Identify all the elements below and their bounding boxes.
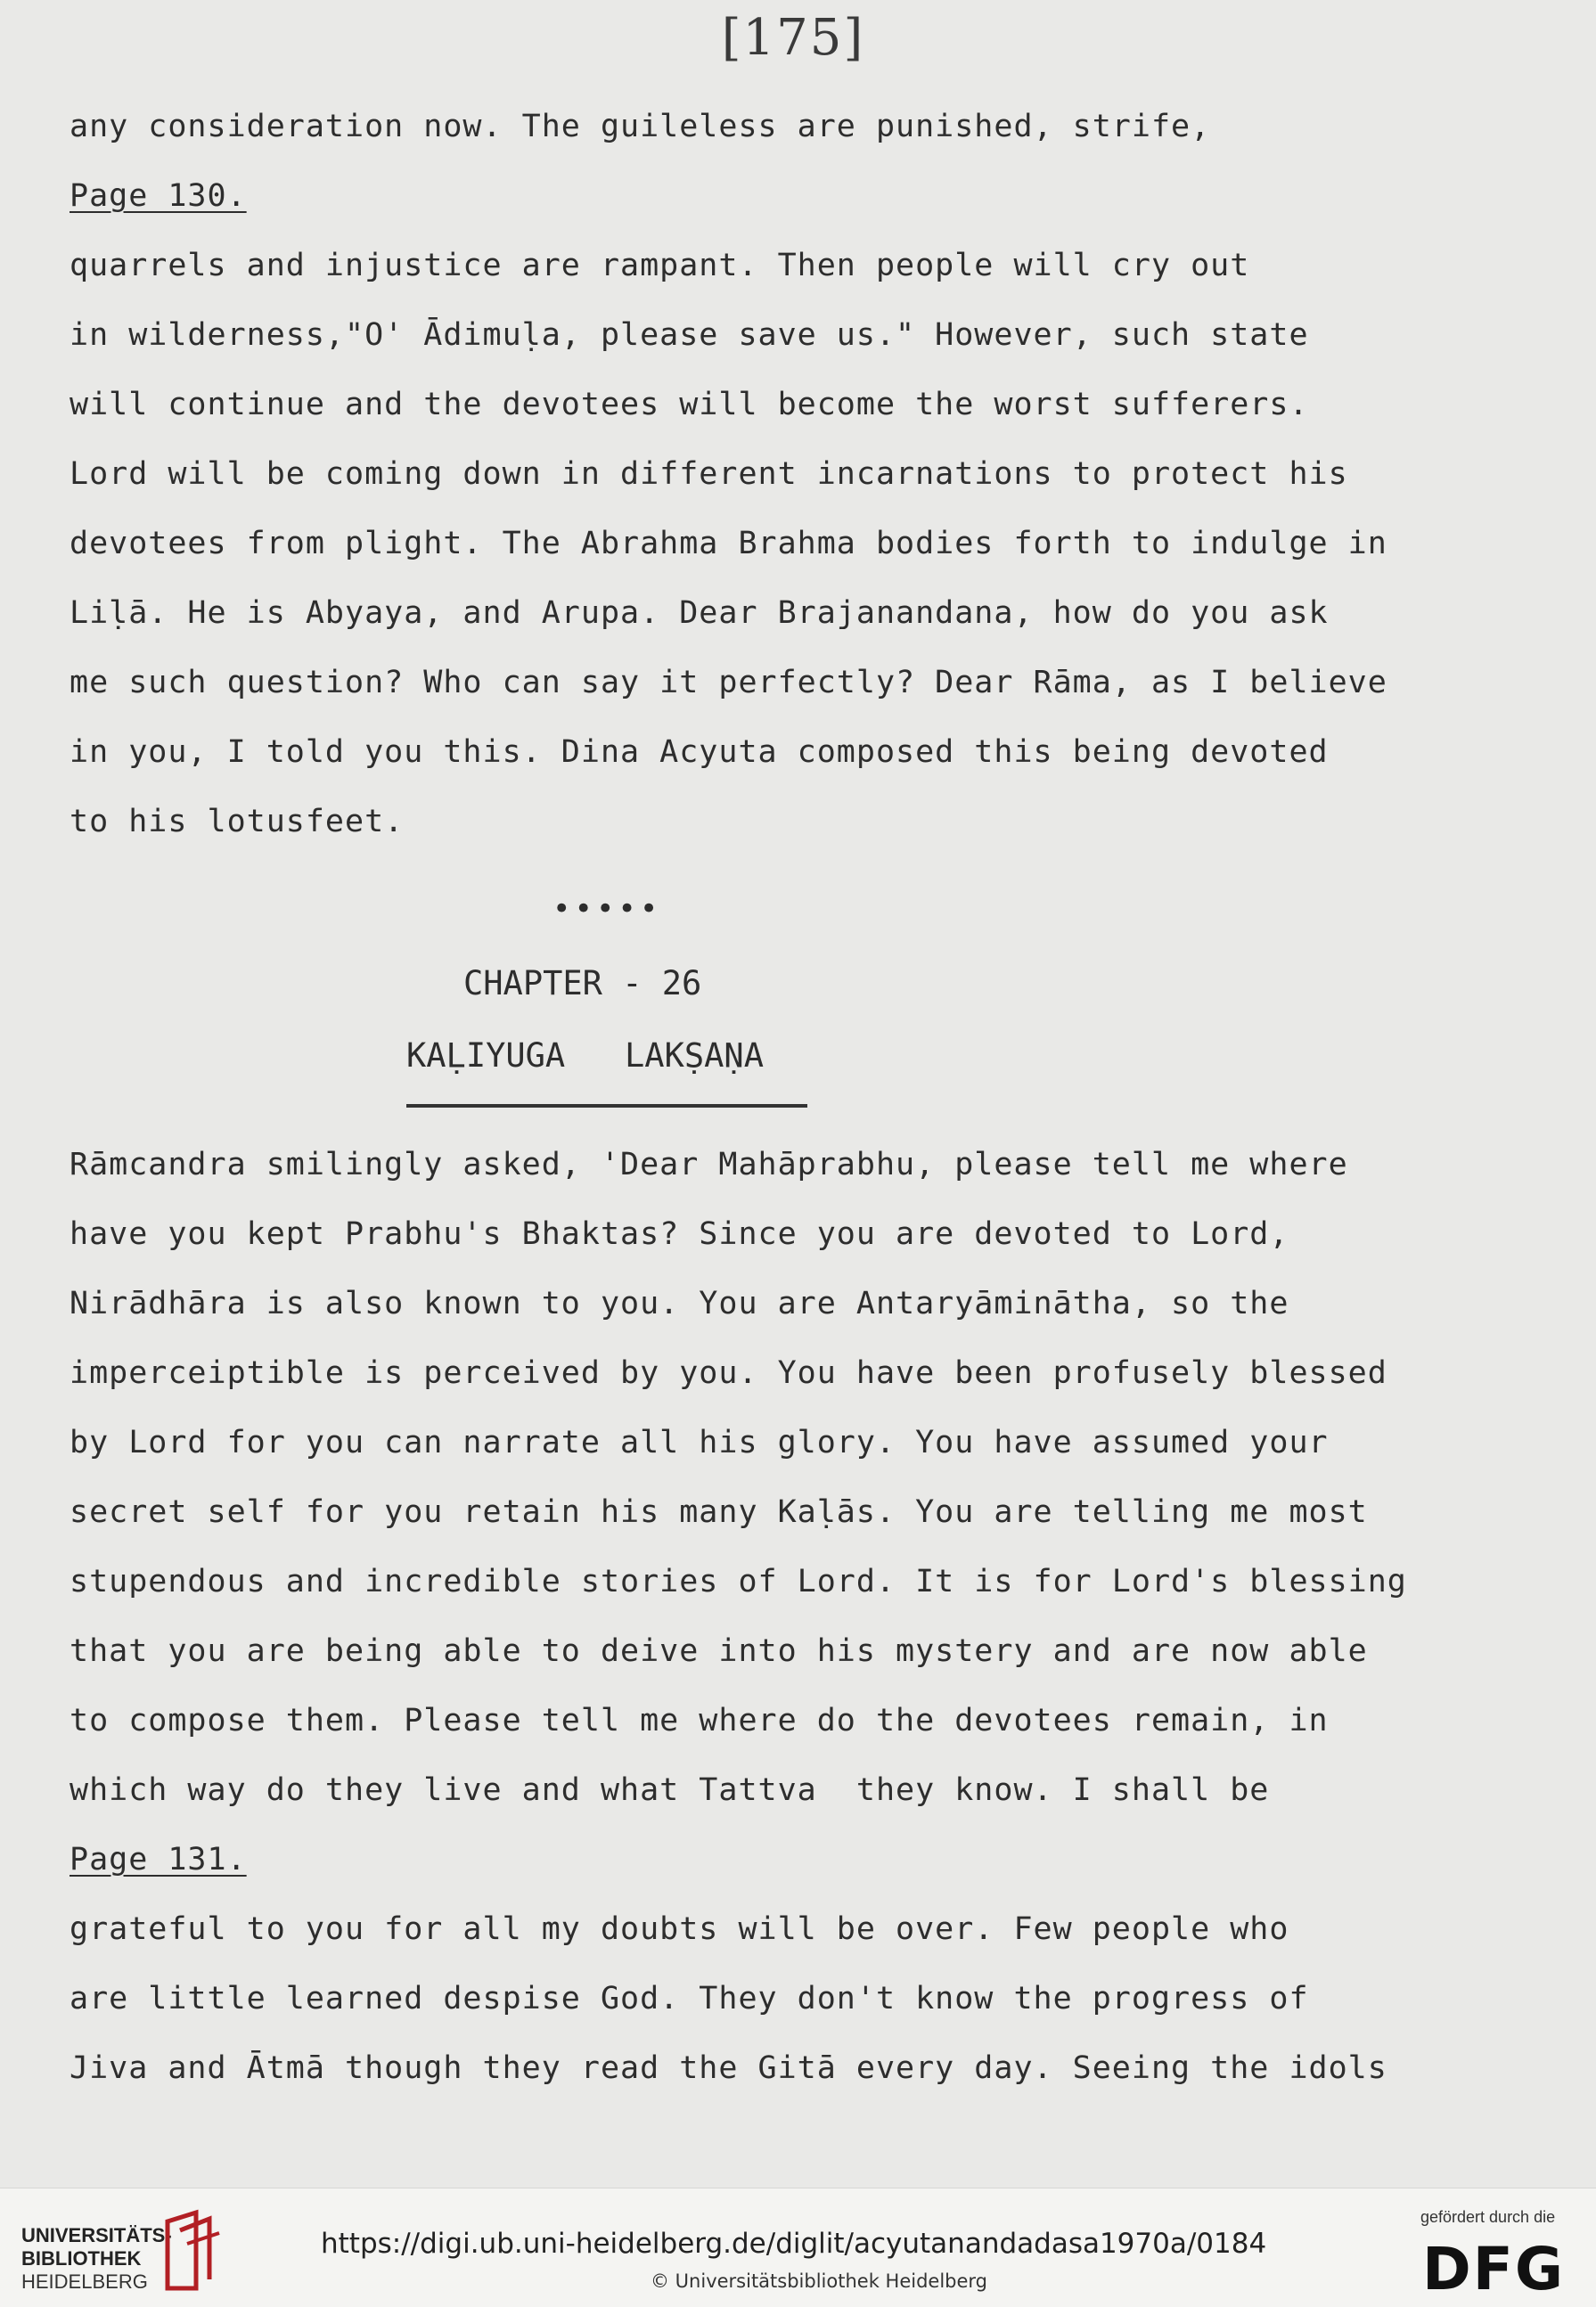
library-name-line: UNIVERSITÄTS- [21,2224,172,2246]
text-line: secret self for you retain his many Kaḷās. You are telling me most [70,1494,1368,1530]
text-line: Lord will be coming down in different incarnations to protect his [70,456,1348,492]
library-name [21,2224,172,2294]
page-reference: Page 131. [70,1842,247,1878]
text-line: that you are being able to deive into his mystery and are now able [70,1633,1368,1669]
text-line: in you, I told you this. Dina Acyuta composed this being devoted [70,734,1329,770]
funding-caption: gefördert durch die [1420,2208,1556,2226]
text-line: any consideration now. The guileless are punished, strife, [70,109,1211,144]
text-line: to compose them. Please tell me where do the devotees remain, in [70,1703,1329,1738]
text-line: to his lotusfeet. [70,804,405,839]
text-line: Nirādhāra is also known to you. You are Antaryāminātha, so the [70,1286,1289,1321]
text-line: Liḷā. He is Abyaya, and Arupa. Dear Brajanandana, how do you ask [70,595,1329,631]
text-line: which way do they live and what Tattva they know. I shall be [70,1772,1270,1808]
library-name-line: HEIDELBERG [21,2270,148,2293]
text-line: quarrels and injustice are rampant. Then people will cry out [70,248,1250,283]
text-line: imperceiptible is perceived by you. You have been profusely blessed [70,1355,1387,1391]
text-line: Rāmcandra smilingly asked, 'Dear Mahāprabhu, please tell me where [70,1147,1348,1182]
library-name-line: BIBLIOTHEK [21,2247,142,2270]
text-line: will continue and the devotees will become the worst sufferers. [70,387,1309,422]
title-underline [406,1104,807,1108]
viewer-footer [0,2188,1596,2307]
text-line: Jiva and Ātmā though they read the Gitā every day. Seeing the idols [70,2050,1387,2086]
chapter-title: CHAPTER - 26 [463,964,702,1002]
section-separator: ••••• [552,891,662,927]
permalink-url[interactable]: https://digi.ub.uni-heidelberg.de/diglit/acyutanandadasa1970a/0184 [321,2228,1267,2260]
text-line: in wilderness,"O' Ādimuḷa, please save us." However, such state [70,317,1309,353]
text-line: devotees from plight. The Abrahma Brahma bodies forth to indulge in [70,526,1387,561]
page-number: [175] [721,9,865,67]
library-logo-icon [160,2208,223,2293]
text-line: stupendous and incredible stories of Lord. It is for Lord's blessing [70,1564,1407,1599]
text-line: by Lord for you can narrate all his glory. You have assumed your [70,1425,1329,1460]
chapter-subtitle: KAḶIYUGA LAKṢAṆA [406,1036,764,1075]
text-line: grateful to you for all my doubts will be over. Few people who [70,1911,1289,1947]
copyright-notice: © Universitätsbibliothek Heidelberg [651,2270,988,2292]
page-reference: Page 130. [70,178,247,214]
text-line: me such question? Who can say it perfectly? Dear Rāma, as I believe [70,665,1387,700]
text-line: have you kept Prabhu's Bhaktas? Since you are devoted to Lord, [70,1216,1289,1252]
dfg-logo: DFG [1422,2235,1566,2303]
text-line: are little learned despise God. They don't know the progress of [70,1981,1309,2017]
